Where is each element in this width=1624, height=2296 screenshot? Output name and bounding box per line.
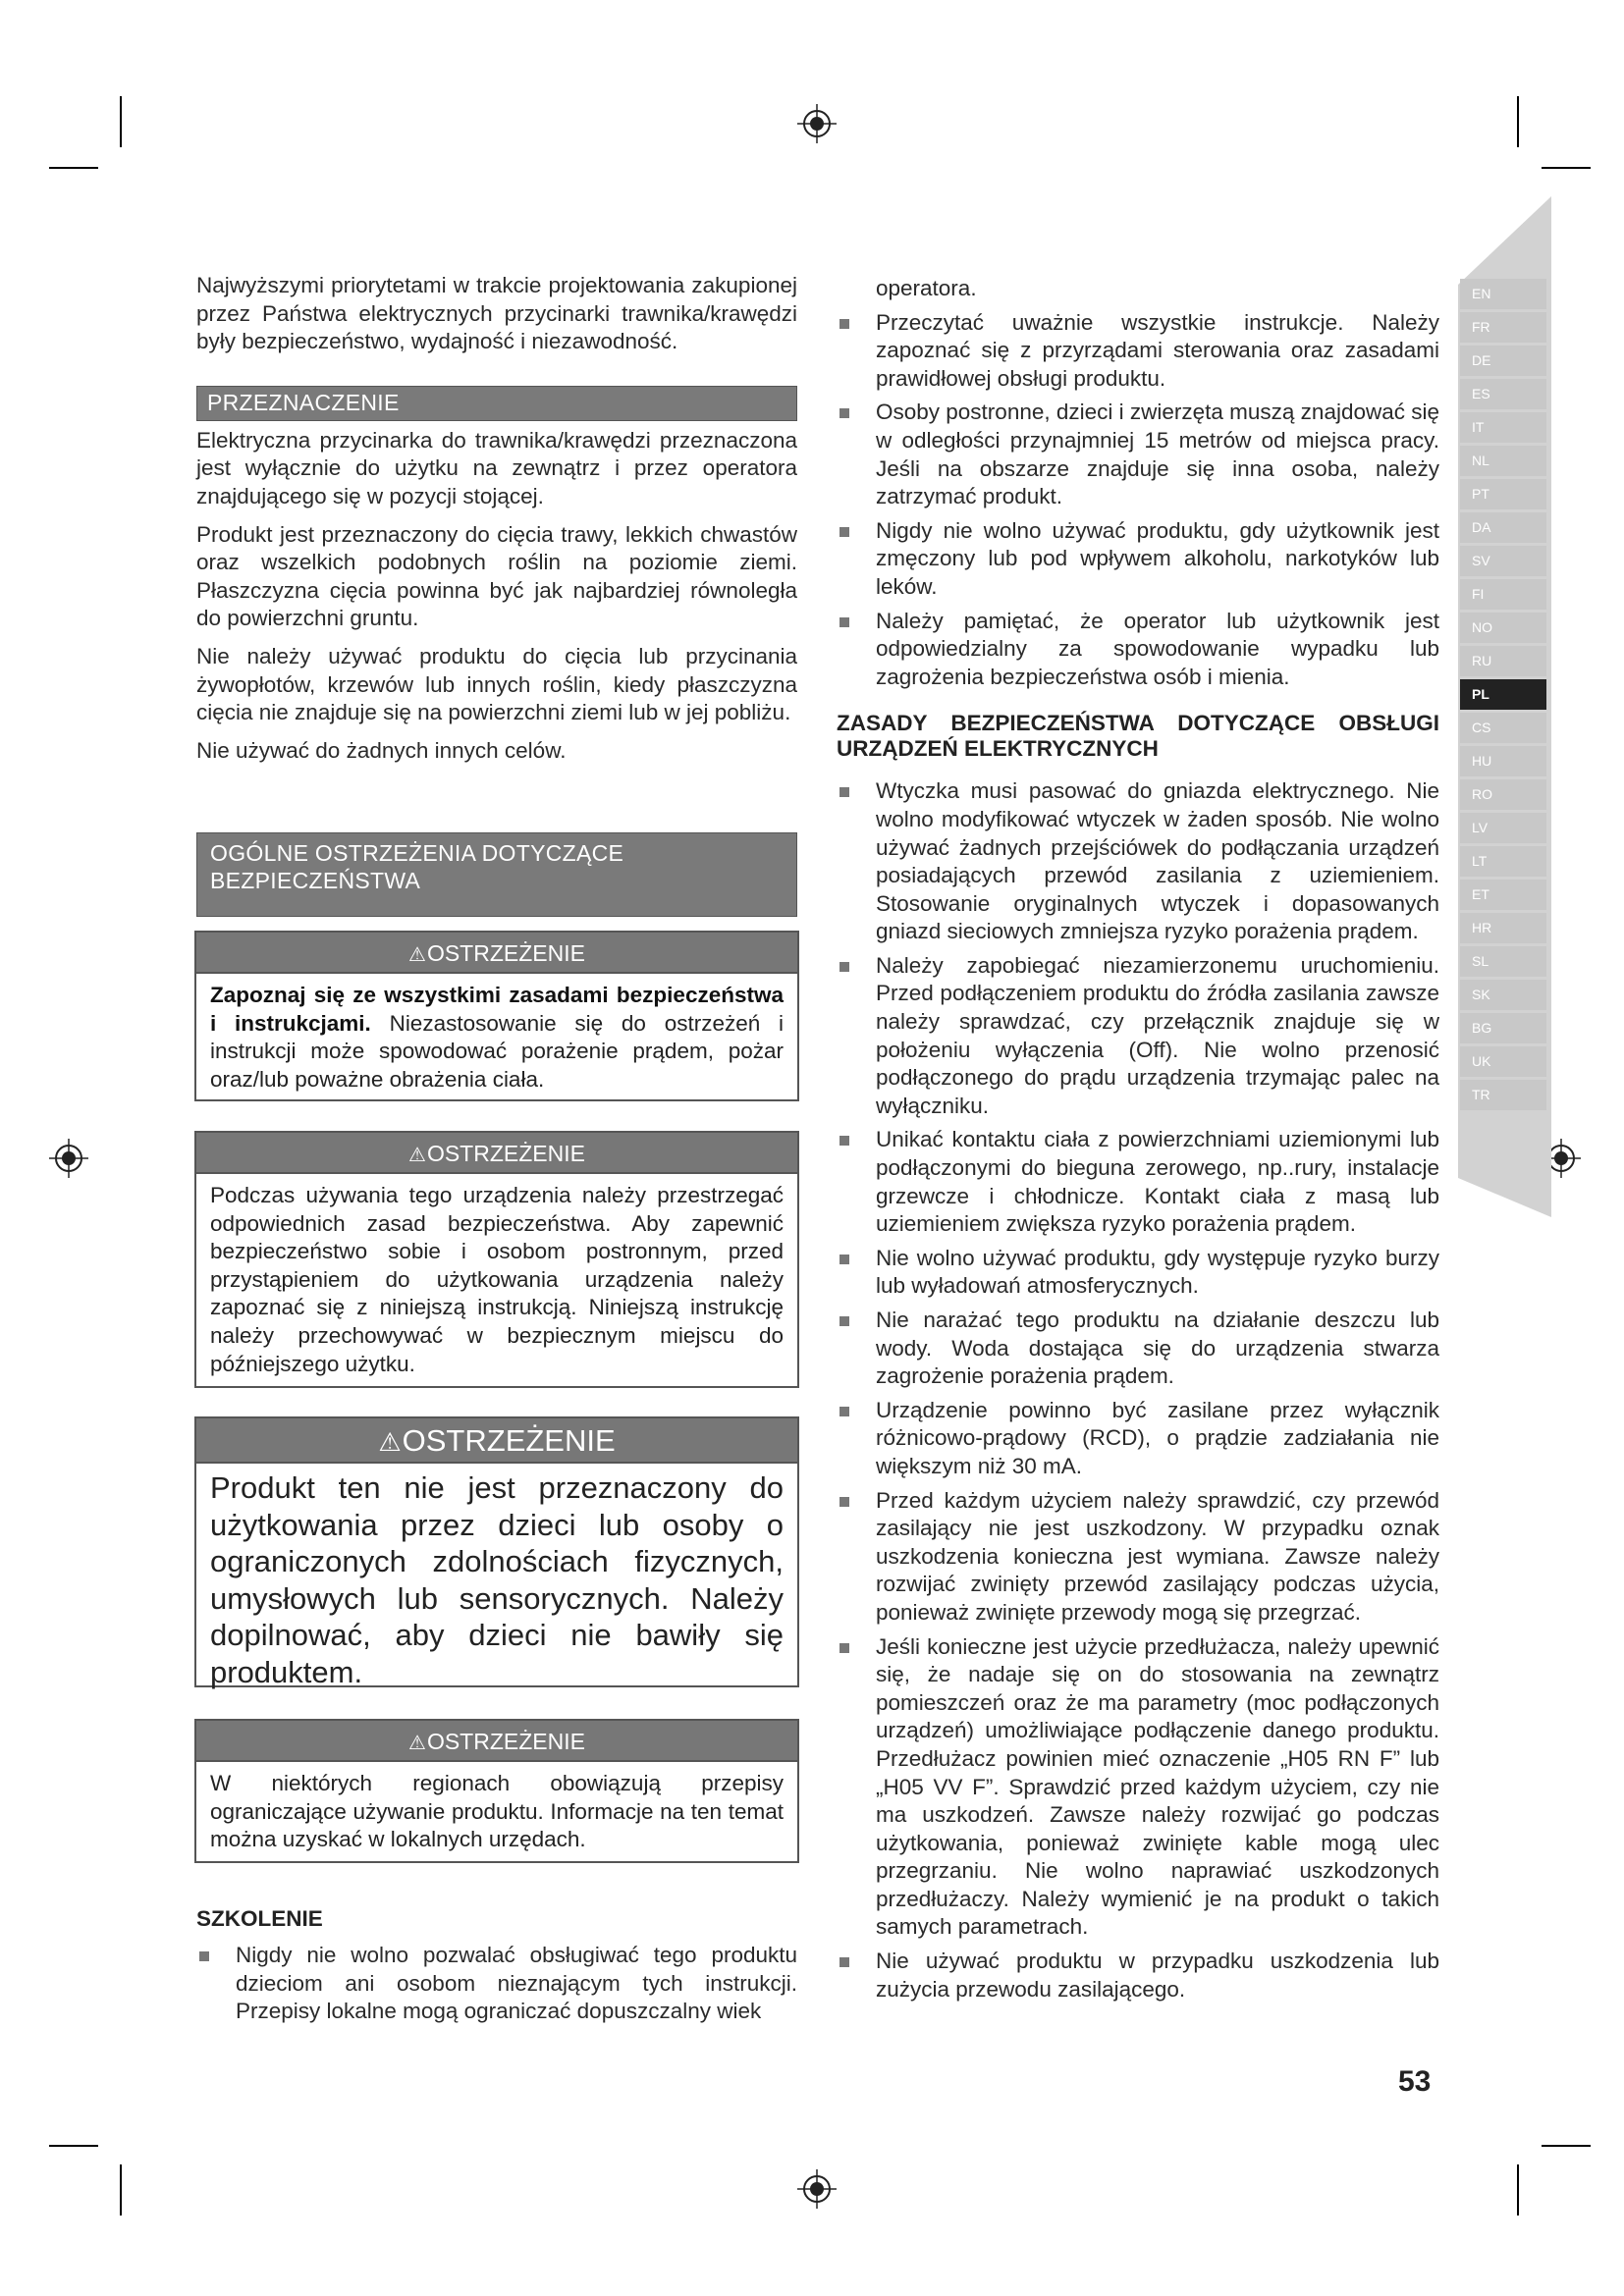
language-tab-no[interactable]: NO	[1460, 613, 1546, 643]
warning-triangle-icon: ⚠	[408, 1733, 426, 1754]
crop-mark	[120, 96, 122, 147]
page-number: 53	[1398, 2065, 1432, 2098]
crop-mark	[1517, 96, 1519, 147]
language-tab-fi[interactable]: FI	[1460, 579, 1546, 610]
crop-mark	[49, 2145, 98, 2147]
warning-title: OSTRZEŻENIE	[426, 1141, 585, 1166]
language-tab-hr[interactable]: HR	[1460, 913, 1546, 943]
continuation-text: operatora.	[876, 276, 977, 300]
left-column	[196, 272, 797, 774]
section-heading-ogolne	[196, 832, 797, 917]
language-tab-pl[interactable]: PL	[1460, 679, 1546, 710]
przeznaczenie-paragraph: Elektryczna przycinarka do trawnika/krawędzi przeznaczona jest wyłącznie do użytku na zewnątrz i przez operatora znajdującego się w pozycji stojącej.	[196, 427, 797, 508]
przeznaczenie-paragraph: Nie używać do żadnych innych celów.	[196, 737, 567, 763]
language-tab-fr[interactable]: FR	[1460, 312, 1546, 343]
przeznaczenie-paragraph: Produkt jest przeznaczony do cięcia trawy, lekkich chwastów oraz wszelkich podobnych roślin na poziomie ziemi. Płaszczyzna cięcia powinna być jak najbardziej równoległa do powierzchni gruntu.	[196, 521, 797, 631]
registration-mark-icon	[797, 2169, 837, 2209]
list-item: Nie narażać tego produktu na działanie deszczu lub wody. Woda dostająca się do urządzenia stwarza zagrożenie porażenia prądem.	[837, 1307, 1439, 1391]
language-tab-pt[interactable]: PT	[1460, 479, 1546, 509]
warning-text: Niezastosowanie się do ostrzeżeń i instrukcji może spowodować porażenie prądem, pożar oraz/lub poważne obrażenia ciała.	[210, 1010, 784, 1092]
list-item: Unikać kontaktu ciała z powierzchniami uziemionymi lub podłączonymi do bieguna zerowego, np..rury, instalacje grzewcze i chłodnicze. Kontakt ciała z masą lub uziemieniem zwiększa ryzyko porażenia prądem.	[837, 1126, 1439, 1238]
warning-header	[196, 1721, 797, 1762]
warning-header	[196, 1418, 797, 1464]
list-item: Przeczytać uważnie wszystkie instrukcje. Należy zapoznać się z przyrządami sterowania oraz zasadami prawidłowej obsługi produktu.	[837, 309, 1439, 394]
list-item: Wtyczka musi pasować do gniazda elektrycznego. Nie wolno modyfikować wtyczek w żaden sposób. Nie wolno używać żadnych przejściówek do podłączania urządzeń posiadających przewód zasilania z uziemieniem. Stosowanie oryginalnych wtyczek i dopasowanych gniazd sieciowych zmniejsza ryzyko porażenia prądem.	[837, 777, 1439, 946]
language-tab-hu[interactable]: HU	[1460, 746, 1546, 776]
section-heading-line: BEZPIECZEŃSTWA	[210, 868, 421, 893]
warning-box	[194, 1719, 799, 1863]
language-tab-lt[interactable]: LT	[1460, 846, 1546, 877]
warning-body: W niektórych regionach obowiązują przepisy ograniczające używanie produktu. Informacje na ten temat można uzyskać w lokalnych urzędach.	[210, 1771, 784, 1852]
warning-body: Produkt ten nie jest przeznaczony do użytkowania przez dzieci lub osoby o ograniczonych zdolnościach fizycznych, umysłowych lub sensorycznych. Należy dopilnować, aby dzieci nie bawiły się produktem.	[210, 1470, 784, 1689]
intro-paragraph: Najwyższymi priorytetami w trakcie projektowania zakupionej przez Państwa elektrycznych przycinarki trawnika/krawędzi były bezpieczeństwo, wydajność i niezawodność.	[196, 273, 797, 354]
warning-triangle-icon: ⚠	[408, 1145, 426, 1166]
crop-mark	[1542, 167, 1591, 169]
language-tab-it[interactable]: IT	[1460, 412, 1546, 443]
section-heading-szkolenie: SZKOLENIE	[196, 1906, 323, 1931]
list-item: Przed każdym użyciem należy sprawdzić, czy przewód zasilający nie jest uszkodzony. W przypadku oznak uszkodzenia konieczna jest wymiana. Zawsze należy rozwijać zwinięty przewód zasilający podczas użycia, ponieważ zwinięte przewody mogą się przegrzać.	[837, 1487, 1439, 1628]
registration-mark-icon	[49, 1139, 88, 1178]
list-item: Nie wolno używać produktu, gdy występuje ryzyko burzy lub wyładowań atmosferycznych.	[837, 1245, 1439, 1301]
language-tab-es[interactable]: ES	[1460, 379, 1546, 409]
list-item: Należy pamiętać, że operator lub użytkownik jest odpowiedzialny za spowodowanie wypadku lub zagrożenia bezpieczeństwa osób i mienia.	[837, 608, 1439, 692]
language-tab-en[interactable]: EN	[1460, 279, 1546, 309]
language-tab-et[interactable]: ET	[1460, 880, 1546, 910]
language-tab-ru[interactable]: RU	[1460, 646, 1546, 676]
right-column	[837, 275, 1439, 2009]
przeznaczenie-paragraph: Nie należy używać produktu do cięcia lub przycinania żywopłotów, krzewów lub innych roślin, kiedy płaszczyzna cięcia nie znajduje się na powierzchni ziemi lub w jej pobliżu.	[196, 643, 797, 725]
crop-mark	[49, 167, 98, 169]
section-heading-przeznaczenie: PRZEZNACZENIE	[196, 386, 797, 421]
crop-mark	[1517, 2164, 1519, 2216]
language-tabs	[1460, 279, 1546, 1113]
crop-mark	[1542, 2145, 1591, 2147]
list-item: Nigdy nie wolno używać produktu, gdy użytkownik jest zmęczony lub pod wpływem alkoholu, narkotyków lub leków.	[837, 517, 1439, 602]
language-tab-tr[interactable]: TR	[1460, 1080, 1546, 1110]
warning-title: OSTRZEŻENIE	[426, 940, 585, 966]
list-item: Nie używać produktu w przypadku uszkodzenia lub zużycia przewodu zasilającego.	[837, 1948, 1439, 2003]
warning-box	[194, 1416, 799, 1687]
language-tab-sk[interactable]: SK	[1460, 980, 1546, 1010]
list-item: Osoby postronne, dzieci i zwierzęta muszą znajdować się w odległości przynajmniej 15 metrów od miejsca pracy. Jeśli na obszarze znajduje się inna osoba, należy zatrzymać produkt.	[837, 399, 1439, 510]
warning-title: OSTRZEŻENIE	[426, 1729, 585, 1754]
electrical-safety-list	[837, 777, 1439, 2003]
safety-list	[837, 309, 1439, 692]
list-item: Jeśli konieczne jest użycie przedłużacza, należy upewnić się, że nadaje się on do stosowania na zewnątrz pomieszczeń oraz że ma parametry (moc podłączonych urządzeń) umożliwiające podłączenie danego produktu. Przedłużacz powinien mieć oznaczenie „H05 RN F” lub „H05 VV F”. Sprawdzić przed każdym użyciem, czy nie ma uszkodzeń. Zawsze należy rozwijać go podczas użytkowania, ponieważ zwinięte kable mogą ulec przegrzaniu. Nie wolno naprawiać uszkodzonych przedłużaczy. Należy wymienić je na produkt o takich samych parametrach.	[837, 1633, 1439, 1943]
warning-box	[194, 931, 799, 1101]
language-tab-cs[interactable]: CS	[1460, 713, 1546, 743]
language-tab-sl[interactable]: SL	[1460, 946, 1546, 977]
warning-bold-text: Zapoznaj się ze wszystkimi zasadami bezpieczeństwa i instrukcjami.	[210, 983, 784, 1036]
warning-body	[196, 974, 797, 1103]
warning-header	[196, 1133, 797, 1174]
list-item: Urządzenie powinno być zasilane przez wyłącznik różnicowo-prądowy (RCD), o prądzie zadziałania nie większym niż 30 mA.	[837, 1397, 1439, 1481]
warning-triangle-icon: ⚠	[378, 1427, 402, 1457]
language-tab-lv[interactable]: LV	[1460, 813, 1546, 843]
list-item: Należy zapobiegać niezamierzonemu uruchomieniu. Przed podłączeniem produktu do źródła zasilania zawsze należy sprawdzać, czy przełącznik znajduje się w położeniu wyłączenia (Off). Nie wolno przenosić podłączonego do prądu urządzenia trzymając palec na wyłączniku.	[837, 952, 1439, 1121]
szkolenie-list	[196, 1942, 797, 2026]
crop-mark	[120, 2164, 122, 2216]
szkolenie-section	[196, 1906, 797, 2032]
registration-mark-icon	[797, 104, 837, 143]
warning-title: OSTRZEŻENIE	[402, 1423, 616, 1458]
warning-triangle-icon: ⚠	[408, 944, 426, 966]
warning-box	[194, 1131, 799, 1388]
warning-body: Podczas używania tego urządzenia należy przestrzegać odpowiednich zasad bezpieczeństwa. Aby zapewnić bezpieczeństwo sobie i osobom postronnym, przed przystąpieniem do użytkowania urządzenia należy zapoznać się z niniejszą instrukcją. Niniejszą instrukcję należy przechowywać w bezpiecznym miejscu do późniejszego użytku.	[210, 1183, 784, 1376]
language-tab-nl[interactable]: NL	[1460, 446, 1546, 476]
language-tab-sv[interactable]: SV	[1460, 546, 1546, 576]
language-tab-ro[interactable]: RO	[1460, 779, 1546, 810]
language-tab-da[interactable]: DA	[1460, 512, 1546, 543]
language-tab-de[interactable]: DE	[1460, 346, 1546, 376]
language-tab-uk[interactable]: UK	[1460, 1046, 1546, 1077]
language-tab-bg[interactable]: BG	[1460, 1013, 1546, 1043]
warning-header	[196, 933, 797, 974]
section-heading-zasady: ZASADY BEZPIECZEŃSTWA DOTYCZĄCE OBSŁUGI URZĄDZEŃ ELEKTRYCZNYCH	[837, 711, 1439, 762]
list-item: Nigdy nie wolno pozwalać obsługiwać tego produktu dzieciom ani osobom nieznającym tych instrukcji. Przepisy lokalne mogą ograniczać dopuszczalny wiek	[196, 1942, 797, 2026]
section-heading-line: OGÓLNE OSTRZEŻENIA DOTYCZĄCE	[210, 840, 624, 866]
